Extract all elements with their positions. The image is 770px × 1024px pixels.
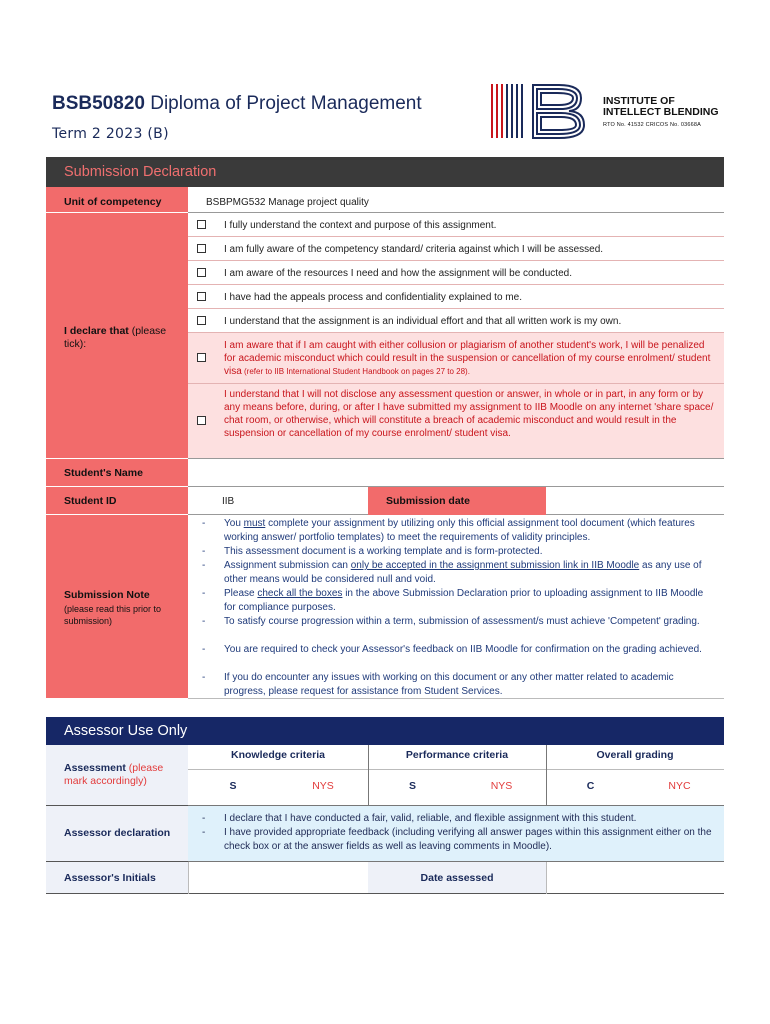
performance-nys-option[interactable]: NYS xyxy=(490,780,513,792)
declaration-row-5 xyxy=(188,309,724,333)
document-title xyxy=(52,93,422,115)
assessment-sub1: (please xyxy=(125,762,164,774)
criteria-divider-1 xyxy=(368,745,369,806)
note-1-a: You xyxy=(224,518,244,529)
course-name: Diploma of Project Management xyxy=(144,93,422,114)
submission-note-label-cell xyxy=(46,515,188,699)
note-1-b: complete your assignment by utilizing only this official assignment tool document (which features working answer/ portfolio templates) to meet the requirements of validity principles. xyxy=(224,518,695,543)
student-name-label-cell xyxy=(46,459,188,487)
declaration-checkbox-2[interactable] xyxy=(197,244,206,253)
student-id-field[interactable] xyxy=(188,487,368,515)
declare-sub1: (please xyxy=(128,325,167,337)
declaration-row-2 xyxy=(188,237,724,261)
note-4-b: in the above Submission Declaration prior to uploading assignment to IIB Moodle for compliance purposes. xyxy=(224,588,704,613)
submission-date-label: Submission date xyxy=(386,495,471,507)
knowledge-nys-option[interactable]: NYS xyxy=(312,780,334,792)
criteria-divider-2 xyxy=(546,745,547,806)
performance-criteria-label: Performance criteria xyxy=(405,749,509,761)
declaration-row-1 xyxy=(188,213,724,237)
declaration-checkbox-7[interactable] xyxy=(197,416,206,425)
declaration-text-1: I fully understand the context and purpose of this assignment. xyxy=(224,220,497,231)
handbook-note: (refer to IIB International Student Handbook on pages 27 to 28). xyxy=(241,367,470,376)
declaration-row-7 xyxy=(188,384,724,459)
declaration-checkbox-6[interactable] xyxy=(197,353,206,362)
assessment-label-cell xyxy=(46,745,188,806)
submission-date-field[interactable] xyxy=(546,487,724,515)
assessment-sub2: mark accordingly) xyxy=(64,775,147,787)
overall-grading-label: Overall grading xyxy=(596,749,674,761)
assessor-decl-2: I have provided appropriate feedback (including verifying all answer pages within this assignment either on the check box or at the answer fields as well as leaving comments in Moodle). xyxy=(224,827,712,852)
declare-label-text: I declare that xyxy=(64,325,129,337)
note-5: To satisfy course progression within a term, submission of assessment/s must achieve 'Competent' grading. xyxy=(224,616,700,627)
student-id-value: IIB xyxy=(222,496,235,507)
declaration-checkbox-3[interactable] xyxy=(197,268,206,277)
assessor-declaration-label: Assessor declaration xyxy=(64,827,171,839)
declaration-text-2: I am fully aware of the competency standard/ criteria against which I will be assessed. xyxy=(224,244,604,255)
declare-sub2: tick): xyxy=(64,338,87,350)
assessor-header: Assessor Use Only xyxy=(46,717,724,745)
declaration-text-4: I have had the appeals process and confidentiality explained to me. xyxy=(224,292,522,303)
student-id-label-cell xyxy=(46,487,188,515)
unit-label: Unit of competency xyxy=(64,196,162,208)
note-7: If you do encounter any issues with working on this document or any other matter related to academic progress, please request for assistance from Student Services. xyxy=(224,672,674,697)
grade-divider xyxy=(188,769,724,770)
submission-note-label: Submission Note xyxy=(64,589,150,601)
declaration-row-3 xyxy=(188,261,724,285)
date-assessed-field[interactable] xyxy=(546,862,724,894)
declaration-checkbox-1[interactable] xyxy=(197,220,206,229)
declaration-text-7: I understand that I will not disclose any assessment question or answer, in whole or in part, in any form or by any means before, during, or after I have submitted my assignment to IIB Moodle on any internet 'share space/ chat room, or otherwise, which will constitute a breach of academic misconduct and would result in the suspension or cancellation of my course enrolment/ student visa. xyxy=(224,389,714,439)
date-divider xyxy=(546,862,547,894)
logo-line1: INSTITUTE OF xyxy=(603,95,675,107)
unit-label-cell xyxy=(46,187,188,213)
note-3-u: only be accepted in the assignment submission link in IIB Moodle xyxy=(350,560,640,571)
performance-s-option[interactable]: S xyxy=(408,780,416,792)
note-4-a: Please xyxy=(224,588,258,599)
logo-sub: RTO No. 41532 CRICOS No. 03668A xyxy=(603,122,702,128)
assessment-label-text: Assessment xyxy=(64,762,126,774)
initials-divider xyxy=(188,862,189,894)
declaration-checkbox-5[interactable] xyxy=(197,316,206,325)
declaration-row-6 xyxy=(188,333,724,384)
assessor-declaration-list: - I declare that I have conducted a fair, valid, reliable, and flexible assignment with this student. - I have provided appropriate feedback (including verifying all answer pages within this assignment either on the check box or at the answer fields as well as leaving comments in Moodle). xyxy=(188,806,724,862)
note-6: You are required to check your Assessor's feedback on IIB Moodle for confirmation on the grading achieved. xyxy=(224,644,702,655)
submission-declaration-header: Submission Declaration xyxy=(46,157,724,187)
declare-label-cell xyxy=(46,213,188,459)
assessor-decl-1: I declare that I have conducted a fair, valid, reliable, and flexible assignment with this student. xyxy=(224,813,637,824)
student-name-field[interactable] xyxy=(188,459,724,487)
declaration-checkbox-4[interactable] xyxy=(197,292,206,301)
declaration-text-3: I am aware of the resources I need and how the assignment will be conducted. xyxy=(224,268,572,279)
submission-date-label-cell xyxy=(368,487,546,515)
note-1-u: must xyxy=(243,518,266,529)
student-name-label: Student's Name xyxy=(64,467,143,479)
overall-nyc-option[interactable]: NYC xyxy=(668,780,691,792)
overall-c-option[interactable]: C xyxy=(586,780,595,792)
assessor-initials-field[interactable] xyxy=(188,862,368,894)
student-id-label: Student ID xyxy=(64,495,117,507)
logo-text xyxy=(603,96,719,131)
assessor-declaration-label-cell xyxy=(46,806,188,862)
unit-value-cell[interactable] xyxy=(188,187,724,213)
assessor-initials-label-cell xyxy=(46,862,188,894)
declaration-text-6-main: I am aware that if I am caught with either collusion or plagiarism of another student's work, I will be penalized for academic misconduct which could result in the suspension or cancellation of my course enrolment/ student visa xyxy=(224,340,711,377)
declare-label xyxy=(64,325,184,351)
course-code: BSB50820 xyxy=(52,93,145,114)
declaration-text-5: I understand that the assignment is an individual effort and that all written work is my own. xyxy=(224,316,622,327)
date-assessed-label-cell xyxy=(368,862,546,894)
term-label: Term 2 2023 (B) xyxy=(52,126,169,142)
note-3-a: Assignment submission can xyxy=(224,560,351,571)
logo-line2: INTELLECT BLENDING xyxy=(603,106,719,118)
knowledge-s-option[interactable]: S xyxy=(229,780,237,792)
knowledge-criteria-label: Knowledge criteria xyxy=(231,749,325,761)
assessor-initials-label: Assessor's Initials xyxy=(64,872,156,884)
date-assessed-label: Date assessed xyxy=(420,872,494,884)
submission-note-list: - You must complete your assignment by utilizing only this official assignment tool document (which features working answer/ portfolio templates) to meet the requirements of validity principles. - This assessment document is a working template and is form-protected. - Assignment submission can only be accepted in the assignment submission link in IIB Moodle as any use of other means would be considered null and void. - Please check all the boxes in the above Submission Declaration prior to uploading assignment to IIB Moodle for compliance purposes. - To satisfy course progression within a term, submission of assessment/s must achieve 'Competent' grading. - You are required to check your Assessor's feedback on IIB Moodle for confirmation on the grading achieved. - If you do encounter any issues with working on this document or any other matter related to academic progress, please request for assistance from Student Services. xyxy=(188,515,724,699)
note-2: This assessment document is a working template and is form-protected. xyxy=(224,546,543,557)
declaration-text-6 xyxy=(224,339,716,378)
submission-note-sub: (please read this prior to submission) xyxy=(64,604,162,626)
assessment-label xyxy=(64,762,184,788)
declaration-row-4 xyxy=(188,285,724,309)
unit-value: BSBPMG532 Manage project quality xyxy=(206,197,369,208)
note-4-u: check all the boxes xyxy=(257,588,343,599)
note-3-b: as any use of other means would be considered null and void. xyxy=(224,560,702,585)
